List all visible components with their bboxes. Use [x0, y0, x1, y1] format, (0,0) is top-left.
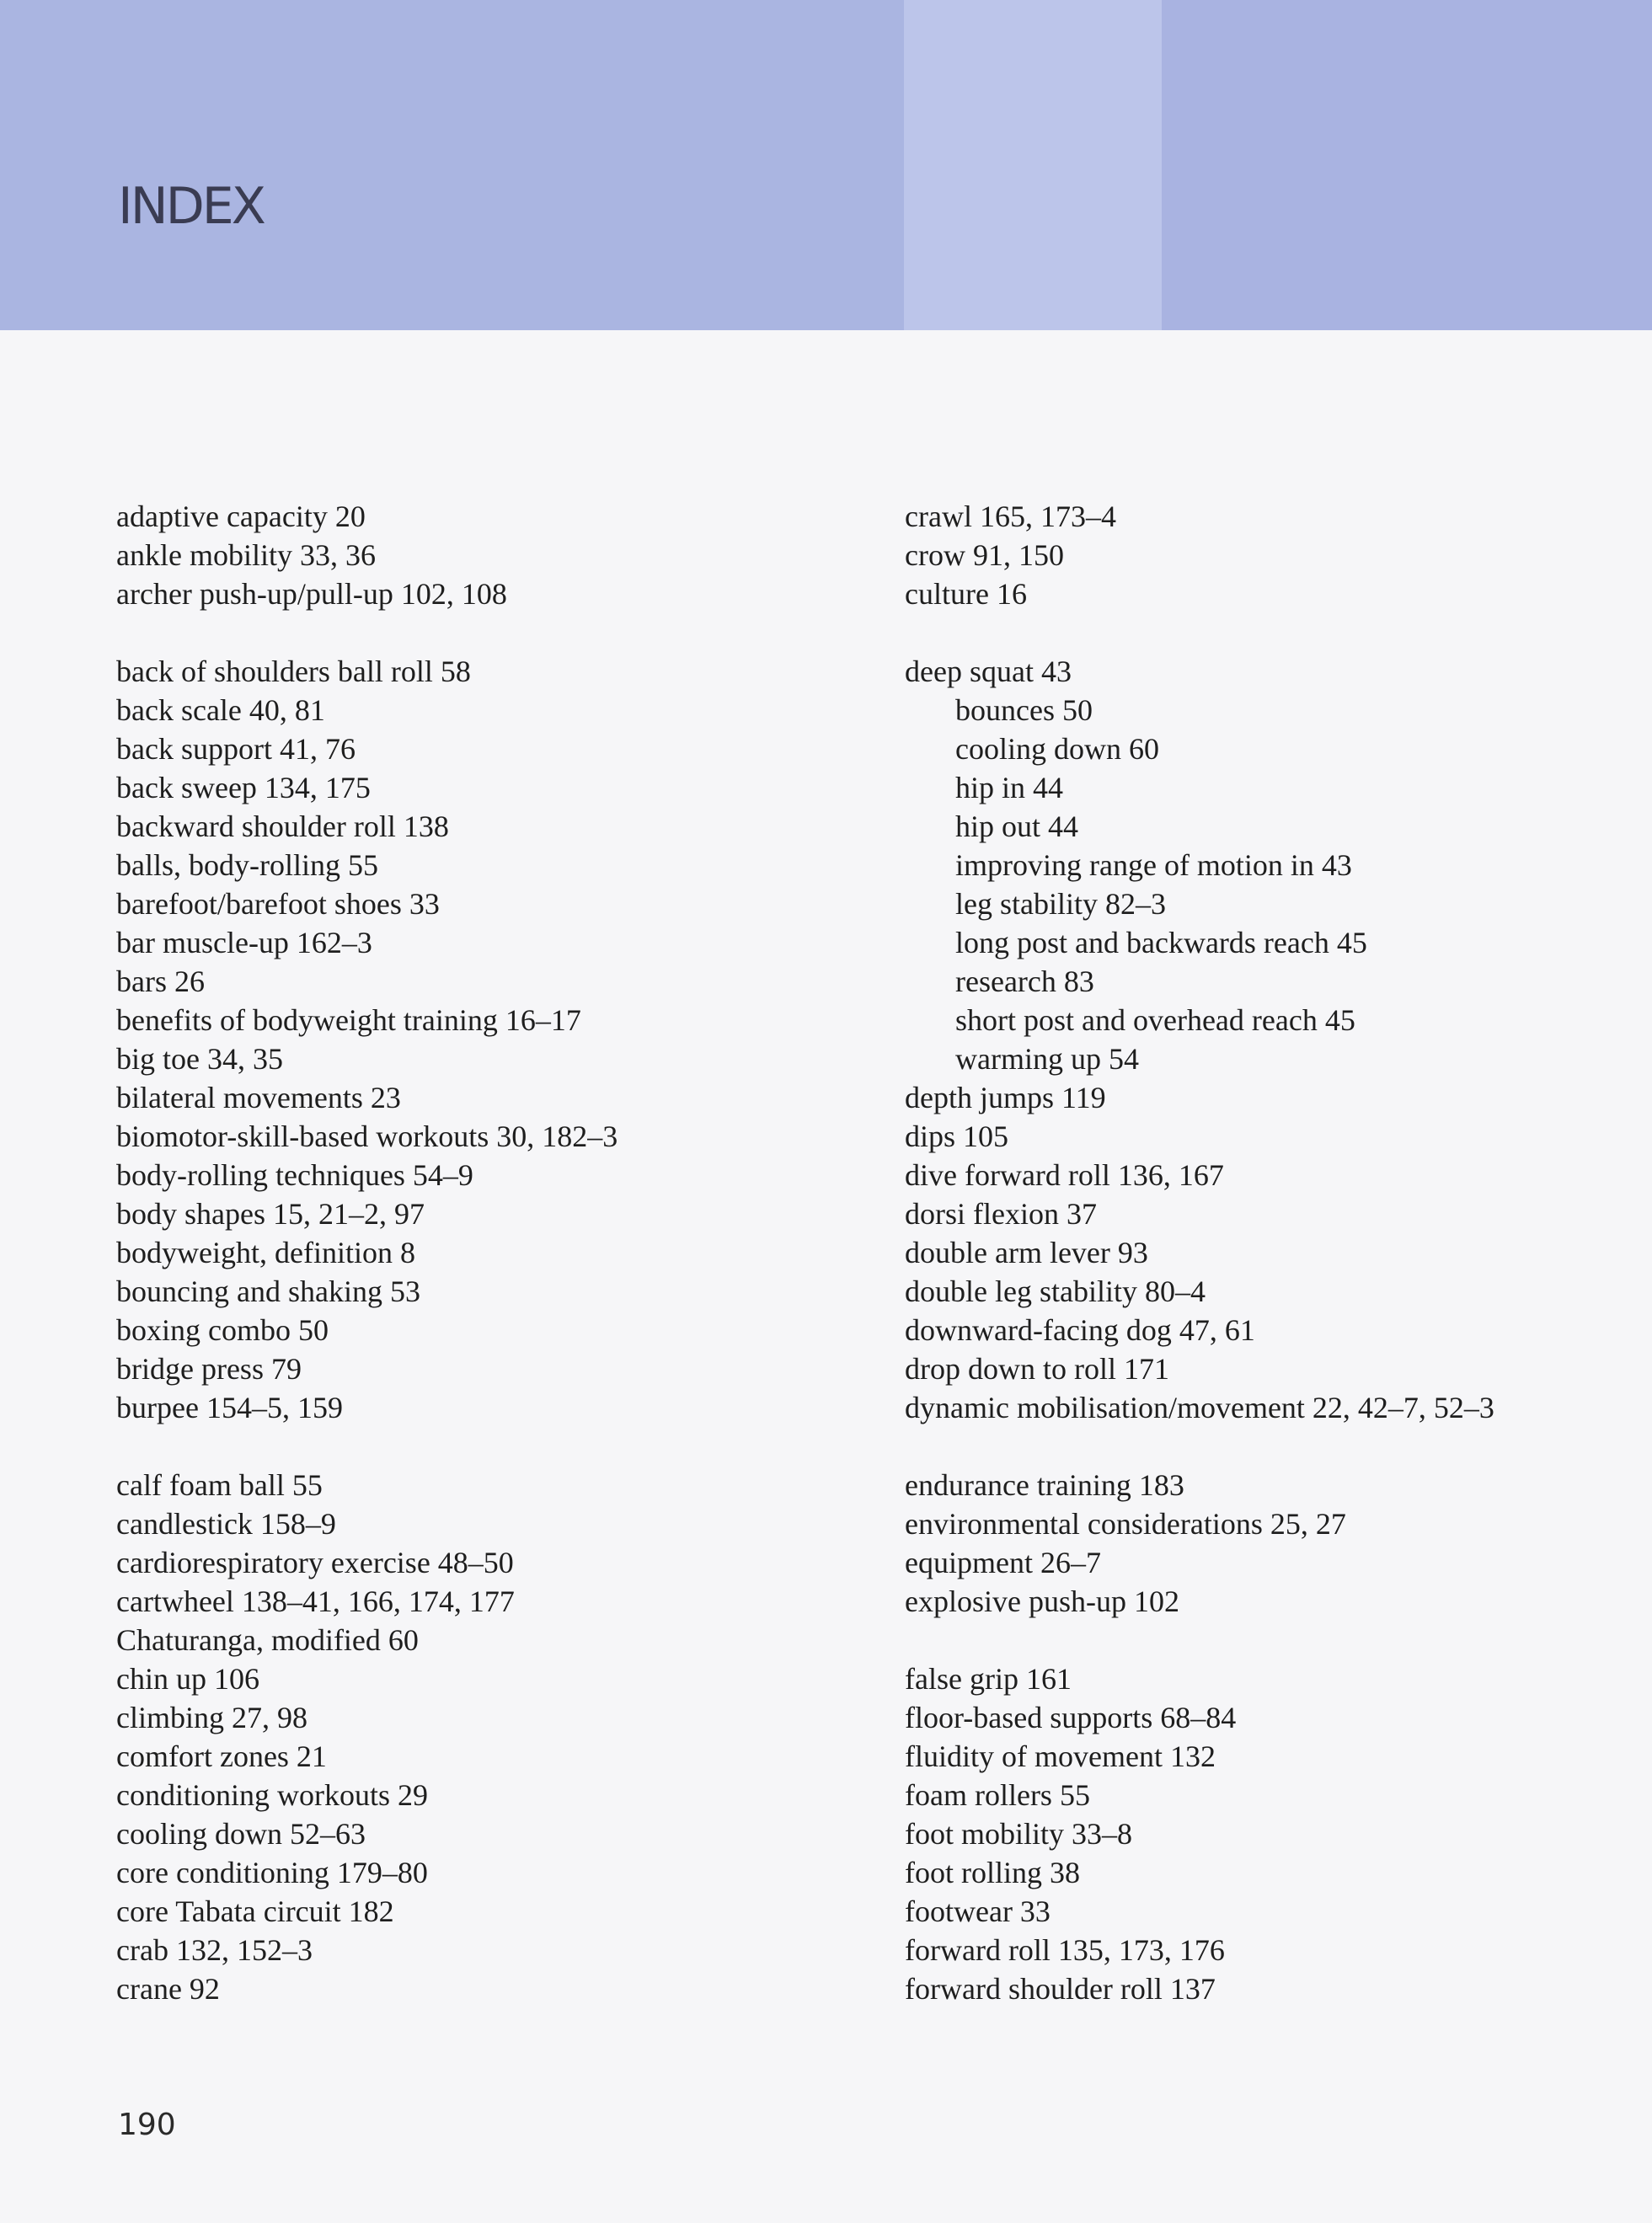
- index-entry: fluidity of movement 132: [905, 1739, 1216, 1773]
- index-subentry: warming up 54: [955, 1042, 1139, 1076]
- index-entry: equipment 26–7: [905, 1546, 1101, 1579]
- index-entry: culture 16: [905, 577, 1027, 611]
- index-entry: benefits of bodyweight training 16–17: [116, 1003, 581, 1037]
- index-subentry: improving range of motion in 43: [955, 848, 1352, 882]
- header-block-left: [0, 0, 904, 330]
- index-entry: foot rolling 38: [905, 1856, 1080, 1889]
- index-entry: ankle mobility 33, 36: [116, 538, 376, 572]
- index-subentry: bounces 50: [955, 693, 1093, 727]
- index-entry: adaptive capacity 20: [116, 500, 366, 533]
- index-column-left: [116, 497, 874, 2047]
- index-entry: explosive push-up 102: [905, 1584, 1179, 1618]
- index-entry: cooling down 52–63: [116, 1817, 366, 1851]
- index-entry: biomotor-skill-based workouts 30, 182–3: [116, 1120, 618, 1153]
- index-entry: forward shoulder roll 137: [905, 1972, 1216, 2006]
- index-entry: archer push-up/pull-up 102, 108: [116, 577, 507, 611]
- index-entry: false grip 161: [905, 1662, 1072, 1696]
- index-entry: cardiorespiratory exercise 48–50: [116, 1546, 514, 1579]
- index-entry: barefoot/barefoot shoes 33: [116, 887, 440, 921]
- index-group: [905, 1659, 1652, 2008]
- index-group: [905, 497, 1652, 613]
- index-entry: back support 41, 76: [116, 732, 356, 766]
- index-entry: candlestick 158–9: [116, 1507, 336, 1541]
- index-entry: bouncing and shaking 53: [116, 1274, 420, 1308]
- index-entry: bars 26: [116, 965, 205, 998]
- index-column-right: [905, 497, 1652, 2047]
- index-entry: environmental considerations 25, 27: [905, 1507, 1346, 1541]
- index-entry: body-rolling techniques 54–9: [116, 1158, 473, 1192]
- header-block-right: [1162, 0, 1652, 330]
- index-entry: boxing combo 50: [116, 1313, 329, 1347]
- index-subentry: cooling down 60: [955, 732, 1159, 766]
- index-group: [116, 652, 874, 1427]
- index-entry: cartwheel 138–41, 166, 174, 177: [116, 1584, 515, 1618]
- index-entry: depth jumps 119: [905, 1081, 1106, 1114]
- index-subentry: research 83: [955, 965, 1094, 998]
- index-entry: bar muscle-up 162–3: [116, 926, 372, 959]
- index-entry: downward-facing dog 47, 61: [905, 1313, 1255, 1347]
- header-block-middle: [904, 0, 1162, 330]
- index-entry: backward shoulder roll 138: [116, 810, 449, 843]
- index-entry: floor-based supports 68–84: [905, 1701, 1237, 1734]
- index-entry: dips 105: [905, 1120, 1009, 1153]
- index-entry: back of shoulders ball roll 58: [116, 655, 471, 688]
- index-entry: drop down to roll 171: [905, 1352, 1169, 1386]
- index-entry: crow 91, 150: [905, 538, 1064, 572]
- index-entry: body shapes 15, 21–2, 97: [116, 1197, 425, 1231]
- index-entry: footwear 33: [905, 1894, 1051, 1928]
- index-subentry: long post and backwards reach 45: [955, 926, 1367, 959]
- index-entry: dorsi flexion 37: [905, 1197, 1097, 1231]
- index-entry: foot mobility 33–8: [905, 1817, 1132, 1851]
- index-entry: conditioning workouts 29: [116, 1778, 428, 1812]
- index-entry: bilateral movements 23: [116, 1081, 401, 1114]
- index-group: [905, 1466, 1652, 1621]
- index-entry: crawl 165, 173–4: [905, 500, 1116, 533]
- index-entry: foam rollers 55: [905, 1778, 1090, 1812]
- index-entry: forward roll 135, 173, 176: [905, 1933, 1225, 1967]
- index-entry: crab 132, 152–3: [116, 1933, 313, 1967]
- index-entry: core conditioning 179–80: [116, 1856, 428, 1889]
- index-subentry: short post and overhead reach 45: [955, 1003, 1355, 1037]
- header-band: [0, 0, 1652, 330]
- index-entry: crane 92: [116, 1972, 220, 2006]
- index-entry: climbing 27, 98: [116, 1701, 307, 1734]
- index-entry: burpee 154–5, 159: [116, 1391, 343, 1424]
- index-entry: big toe 34, 35: [116, 1042, 283, 1076]
- index-entry: comfort zones 21: [116, 1739, 327, 1773]
- index-entry: back sweep 134, 175: [116, 771, 371, 804]
- index-entry: balls, body-rolling 55: [116, 848, 378, 882]
- index-entry: back scale 40, 81: [116, 693, 325, 727]
- index-entry: core Tabata circuit 182: [116, 1894, 394, 1928]
- index-group: [116, 1466, 874, 2008]
- index-entry: dive forward roll 136, 167: [905, 1158, 1224, 1192]
- index-group: [116, 497, 874, 613]
- index-entry: double arm lever 93: [905, 1236, 1148, 1269]
- page-number: 190: [118, 2108, 176, 2142]
- index-entry: deep squat 43: [905, 655, 1072, 688]
- index-entry: calf foam ball 55: [116, 1468, 323, 1502]
- index-entry: bridge press 79: [116, 1352, 302, 1386]
- index-entry: dynamic mobilisation/movement 22, 42–7, 52–3: [905, 1391, 1494, 1424]
- index-entry: double leg stability 80–4: [905, 1274, 1206, 1308]
- index-entry: chin up 106: [116, 1662, 259, 1696]
- index-entry: endurance training 183: [905, 1468, 1184, 1502]
- page-title: INDEX: [118, 177, 264, 236]
- index-subentry: hip in 44: [955, 771, 1064, 804]
- index-subentry: hip out 44: [955, 810, 1079, 843]
- index-entry: bodyweight, definition 8: [116, 1236, 415, 1269]
- index-entry: Chaturanga, modified 60: [116, 1623, 419, 1657]
- index-group: [905, 652, 1652, 1427]
- index-subentry: leg stability 82–3: [955, 887, 1166, 921]
